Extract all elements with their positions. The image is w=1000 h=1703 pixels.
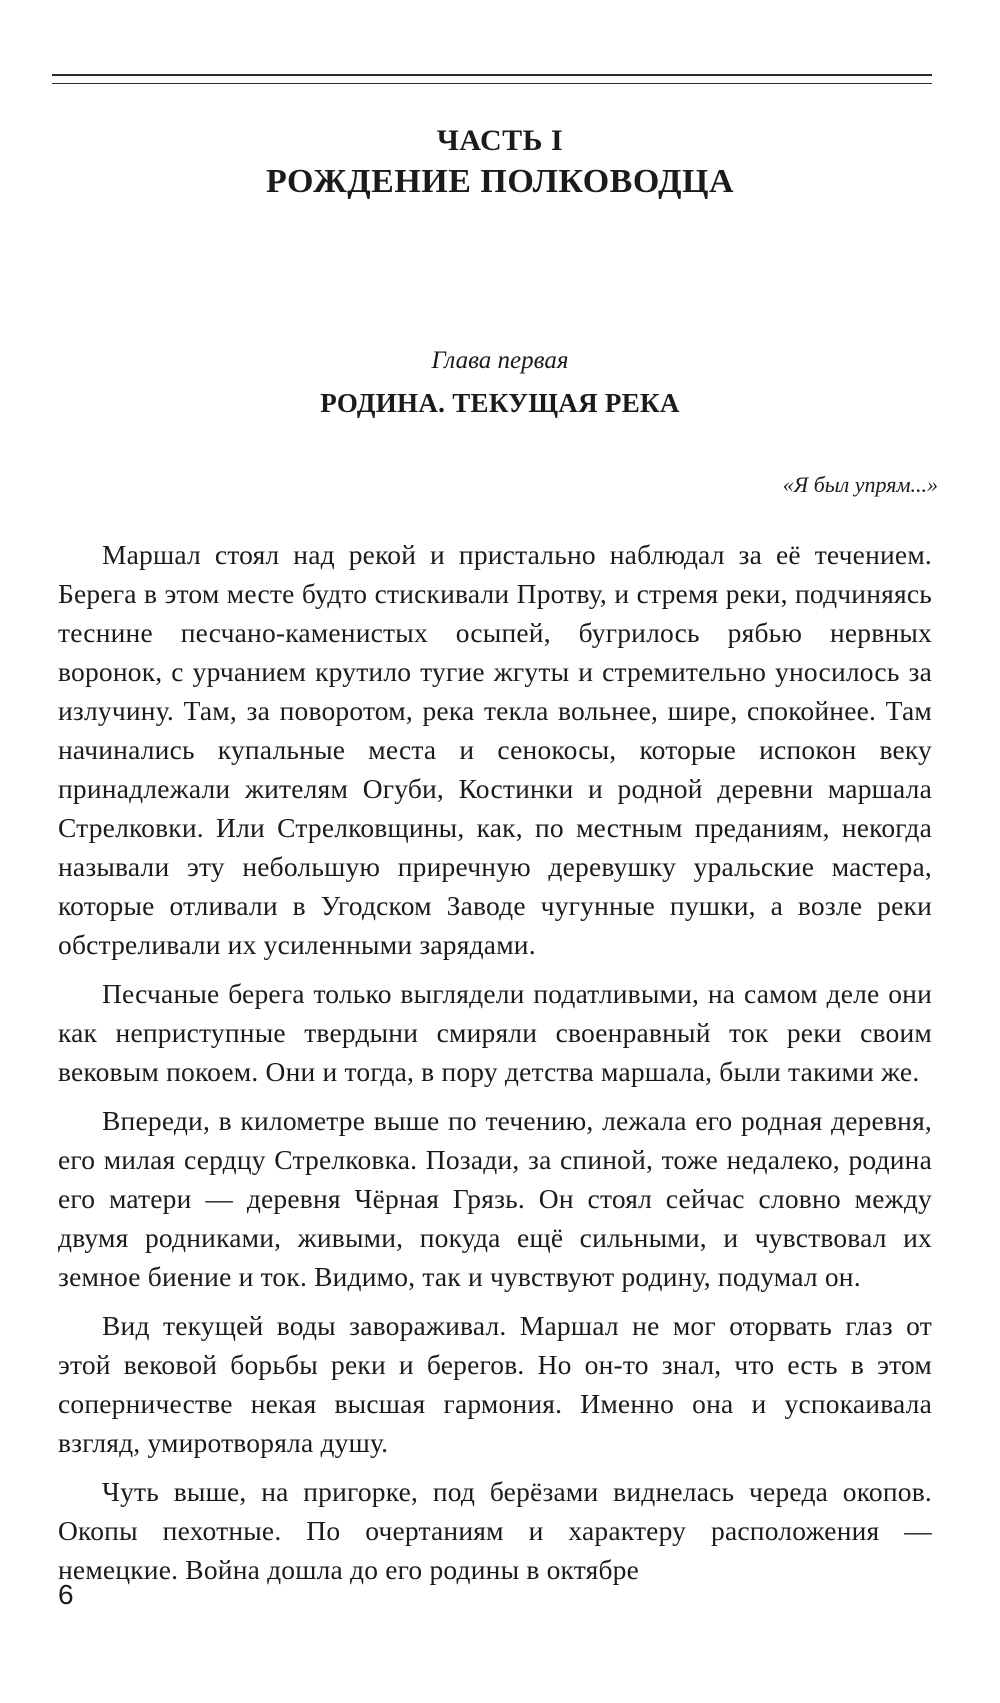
paragraph: Чуть выше, на пригорке, под берёзами виднелась череда окопов. Окопы пехотные. По очертаниям и характеру расположения — немецкие. Война дошла до его родины в октябре: [58, 1476, 932, 1585]
header-rule-thick: [52, 74, 932, 76]
paragraph: Вид текущей воды завораживал. Маршал не мог оторвать глаз от этой вековой борьбы реки и берегов. Но он-то знал, что есть в этом соперничестве некая высшая гармония. Именно она и успокаивала взгляд, умиротворяла душу.: [58, 1310, 932, 1458]
part-subtitle: РОЖДЕНИЕ ПОЛКОВОДЦА: [265, 163, 735, 200]
chapter-title: РОДИНА. ТЕКУЩАЯ РЕКА: [320, 388, 680, 418]
page-number: 6: [58, 1579, 74, 1610]
paragraph: Маршал стоял над рекой и пристально наблюдал за её течением. Берега в этом месте будто стискивали Протву, и стремя реки, подчиняясь теснине песчано-каменистых осыпей, бугрилось рябью нервных воронок, с урчанием крутило тугие жгуты и стремительно уносилось за излучину. Там, за поворотом, река текла вольнее, шире, спокойнее. Там начинались купальные места и сенокосы, которые испокон веку принадлежали жителям Огуби, Костинки и родной деревни маршала Стрелковки. Или Стрелковщины, как, по местным преданиям, некогда называли эту небольшую приречную деревушку уральские мастера, которые отливали в Угодском Заводе чугунные пушки, а возле реки обстреливали их усиленными зарядами.: [58, 539, 932, 960]
paragraph: Песчаные берега только выглядели податливыми, на самом деле они как неприступные твердыни смиряли своенравный ток реки своим вековым покоем. Они и тогда, в пору детства маршала, были такими же.: [58, 978, 932, 1087]
body-text: [58, 535, 932, 1599]
header-rule-thin: [52, 83, 932, 84]
paragraph: Впереди, в километре выше по течению, лежала его родная деревня, его милая сердцу Стрелковка. Позади, за спиной, тоже недалеко, родина его матери — деревня Чёрная Грязь. Он стоял сейчас словно между двумя родниками, живыми, покуда ещё сильными, и чувствовал их земное биение и ток. Видимо, так и чувствуют родину, подумал он.: [58, 1105, 932, 1292]
chapter-label: Глава первая: [431, 347, 569, 374]
part-title: ЧАСТЬ I: [436, 124, 564, 157]
epigraph: «Я был упрям...»: [782, 472, 938, 497]
